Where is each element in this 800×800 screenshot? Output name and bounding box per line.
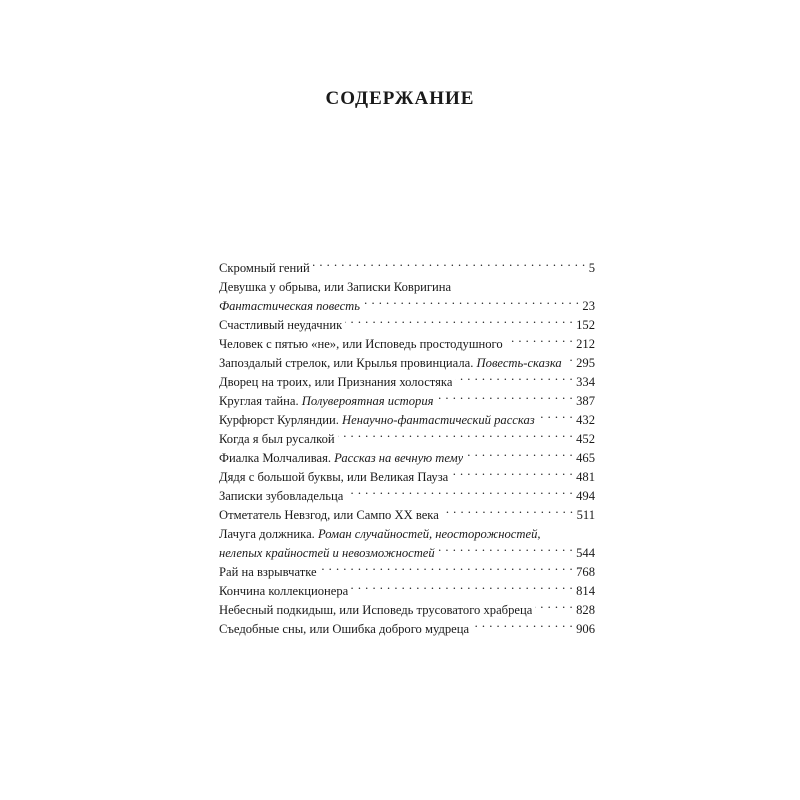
entry-title: Счастливый неудачник	[219, 318, 343, 332]
leader-dots	[442, 506, 574, 519]
entry-title: Записки зубовладельца	[219, 489, 344, 503]
entry-subtitle: Фантастическая повесть	[219, 299, 360, 313]
entry-page-number: 906	[576, 622, 595, 636]
toc-entry	[219, 582, 595, 601]
entry-subtitle: Повесть-сказка	[476, 356, 562, 370]
toc-entry	[219, 506, 595, 525]
entry-title: Съедобные сны, или Ошибка доброго мудреца	[219, 622, 470, 636]
leader-dots	[565, 354, 573, 367]
leader-dots	[438, 544, 573, 557]
entry-subtitle: Роман случайностей, неосторожностей,	[318, 527, 541, 541]
entry-title: Когда я был русалкой	[219, 432, 335, 446]
toc-entry	[219, 487, 595, 506]
entry-subtitle: Полувероятная история	[301, 394, 434, 408]
entry-title	[219, 525, 595, 544]
toc-entry	[219, 354, 595, 373]
entry-title-main: Курфюрст Курляндии.	[219, 413, 339, 427]
entry-title-main: Фиалка Молчаливая.	[219, 451, 332, 465]
leader-dots	[363, 297, 579, 310]
toc-entry	[219, 411, 595, 430]
entry-page-number: 511	[576, 508, 595, 522]
table-of-contents	[219, 259, 595, 639]
toc-entry	[219, 468, 595, 487]
entry-title: Кончина коллекционера	[219, 584, 349, 598]
entry-title: Отметатель Невзгод, или Сампо XX века	[219, 508, 439, 522]
entry-title-main: Запоздалый стрелок, или Крылья провинциала.	[219, 356, 474, 370]
leader-dots	[346, 487, 573, 500]
entry-title: Человек с пятью «не», или Исповедь простодушного	[219, 337, 503, 351]
leader-dots	[437, 392, 574, 405]
entry-page-number: 5	[588, 261, 595, 275]
entry-page-number: 23	[582, 299, 595, 313]
leader-dots	[345, 316, 573, 329]
leader-dots	[320, 563, 574, 576]
entry-title: Девушка у обрыва, или Записки Ковригина	[219, 280, 452, 294]
toc-entry	[219, 335, 595, 354]
entry-subtitle: Рассказ на вечную тему	[334, 451, 464, 465]
entry-page-number: 334	[576, 375, 595, 389]
leader-dots	[338, 430, 573, 443]
entry-page-number: 152	[576, 318, 595, 332]
entry-title	[219, 354, 562, 373]
leader-dots	[535, 601, 573, 614]
entry-page-number: 828	[576, 603, 595, 617]
toc-entry	[219, 449, 595, 468]
entry-title	[219, 392, 434, 411]
toc-entry	[219, 525, 595, 563]
toc-entry	[219, 278, 595, 316]
entry-page-number: 212	[576, 337, 595, 351]
entry-page-number: 814	[576, 584, 595, 598]
entry-page-number: 544	[576, 546, 595, 560]
leader-dots	[455, 373, 573, 386]
entry-title-main: Круглая тайна.	[219, 394, 299, 408]
entry-page-number: 295	[576, 356, 595, 370]
entry-title: Небесный подкидыш, или Исповедь трусоватого храбреца	[219, 603, 533, 617]
toc-entry	[219, 601, 595, 620]
toc-entry	[219, 373, 595, 392]
toc-entry	[219, 392, 595, 411]
leader-dots	[351, 582, 573, 595]
leader-dots	[466, 449, 573, 462]
entry-page-number: 465	[576, 451, 595, 465]
leader-dots	[472, 620, 573, 633]
leader-dots	[538, 411, 573, 424]
entry-title	[219, 449, 463, 468]
toc-entry	[219, 316, 595, 335]
entry-title-main: Лачуга должника.	[219, 527, 315, 541]
toc-entry	[219, 430, 595, 449]
entry-page-number: 481	[576, 470, 595, 484]
leader-dots	[506, 335, 573, 348]
entry-title: Скромный гений	[219, 261, 310, 275]
entry-title	[219, 411, 535, 430]
entry-title: Дядя с большой буквы, или Великая Пауза	[219, 470, 449, 484]
entry-page-number: 432	[576, 413, 595, 427]
entry-page-number: 387	[576, 394, 595, 408]
leader-dots	[451, 468, 573, 481]
toc-entry	[219, 259, 595, 278]
entry-subtitle: Ненаучно-фантастический рассказ	[342, 413, 535, 427]
entry-page-number: 452	[576, 432, 595, 446]
entry-title: Рай на взрывчатке	[219, 565, 317, 579]
entry-subtitle-continued: нелепых крайностей и невозможностей	[219, 546, 435, 560]
toc-entry	[219, 563, 595, 582]
leader-dots	[313, 259, 586, 272]
contents-heading: СОДЕРЖАНИЕ	[325, 88, 475, 109]
entry-page-number: 768	[576, 565, 595, 579]
entry-page-number: 494	[576, 489, 595, 503]
entry-title: Дворец на троих, или Признания холостяка	[219, 375, 453, 389]
toc-entry	[219, 620, 595, 639]
